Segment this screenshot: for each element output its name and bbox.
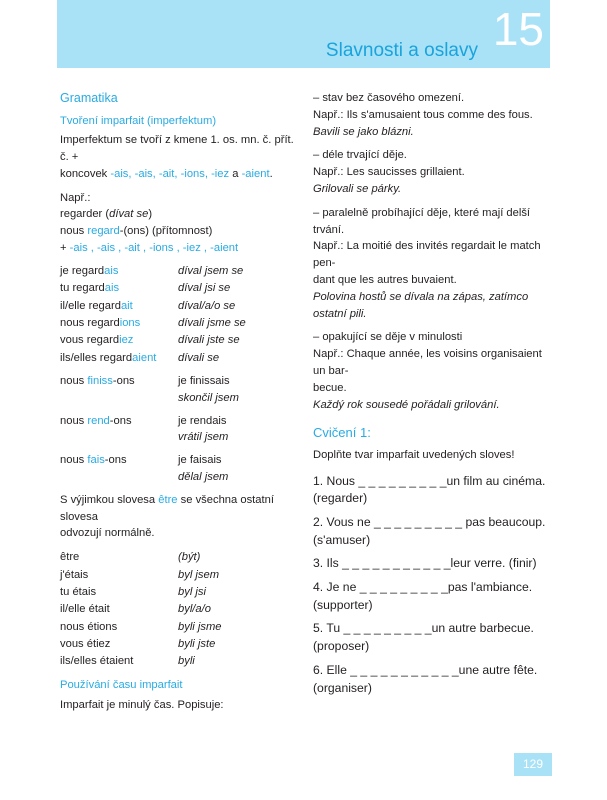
- exception-text-a: S výjimkou slovesa: [60, 493, 159, 506]
- conj-ending: ais: [104, 264, 119, 277]
- chapter-title: Slavnosti a oslavy: [325, 40, 478, 61]
- irregular-cz: skončil jsem: [178, 391, 239, 404]
- etre-translation: byli: [178, 655, 195, 668]
- regarder-verb: regarder (: [60, 208, 110, 221]
- regarder-translation: dívat se: [109, 208, 149, 221]
- irregular-stem-part: fais: [87, 454, 105, 467]
- conj-stem: ils/elles regard: [60, 351, 133, 364]
- exception-text-d: odvozují normálně.: [60, 527, 155, 540]
- regarder-line: [60, 206, 304, 223]
- irregular-row: [60, 413, 304, 447]
- conj-ending: aient: [132, 351, 157, 364]
- conj-ending: ais: [104, 282, 120, 295]
- etre-form: tu étais: [60, 585, 97, 598]
- exercise-item: [313, 555, 553, 573]
- etre-form: vous étiez: [60, 638, 111, 650]
- irregular-stem: [60, 413, 178, 447]
- usage-rule: [313, 329, 553, 413]
- conj-stem: il/elle regard: [60, 299, 121, 312]
- conj-ending: ait: [120, 299, 133, 312]
- conj-stem: vous regard: [60, 334, 120, 347]
- exercise-verb: (s'amuser): [313, 532, 371, 547]
- conj-form: [60, 350, 178, 367]
- intro-line-2a: koncovek: [60, 167, 111, 180]
- conj-translation: dívali se: [178, 351, 220, 364]
- irregular-stem-part: rend: [87, 414, 110, 427]
- usage-rule: [313, 90, 553, 140]
- rule-line: becue.: [313, 381, 347, 394]
- irregular-fr: je finissais: [178, 375, 230, 388]
- right-column: [313, 90, 553, 703]
- exercise-sentence: 1. Nous _ _ _ _ _ _ _ _ _un film au cinéma.: [313, 473, 546, 488]
- conj-translation: díval jsi se: [178, 282, 231, 295]
- irregular-forms: [178, 373, 304, 407]
- irregular-stem: [60, 452, 178, 486]
- exercise-verb: (regarder): [313, 491, 368, 506]
- rule-line: – déle trvající děje.: [313, 149, 407, 162]
- subheading-usage: Používání času imparfait: [60, 678, 183, 691]
- conj-form: [60, 263, 178, 280]
- rule-example-translation: Bavili se jako blázni.: [313, 125, 414, 138]
- exercise-list: [313, 473, 553, 698]
- irregular-fr: je rendais: [178, 414, 227, 427]
- rule-example-translation: Polovina hostů se dívala na zápas, zatímco ostatní pili.: [313, 290, 529, 320]
- rule-line: – opakující se děje v minulosti: [313, 331, 463, 344]
- irregular-fr: je faisais: [178, 454, 222, 467]
- irregular-cz: vrátil jsem: [178, 431, 229, 444]
- conj-form: [60, 298, 178, 315]
- etre-translation: byli jste: [178, 638, 216, 650]
- irregular-row: [60, 373, 304, 407]
- conj-translation: díval/a/o se: [178, 299, 236, 312]
- etre-conjugation-table: [60, 549, 304, 671]
- rule-line: Např.: Les saucisses grillaient.: [313, 166, 465, 179]
- etre-form: il/elle était: [60, 603, 110, 616]
- nous-stem-line: [60, 223, 304, 240]
- irregular-forms: [178, 413, 304, 447]
- irregular-row: [60, 452, 304, 486]
- nous-pronoun: nous: [60, 225, 88, 238]
- exercise-verb: (organiser): [313, 680, 372, 695]
- intro-line-1: Imperfektum se tvoří z kmene 1. os. mn. č. přít. č. +: [60, 134, 294, 164]
- intro-and: a: [229, 167, 242, 180]
- etre-form: être: [60, 551, 80, 564]
- intro-dot: .: [269, 167, 273, 180]
- chapter-number: 15: [492, 3, 544, 55]
- irregular-pre: nous: [60, 414, 88, 427]
- exercise-item: [313, 514, 553, 549]
- section-heading-gramatika: Gramatika: [60, 91, 118, 105]
- exercise-item: [313, 579, 553, 614]
- exercise-sentence: 3. Ils _ _ _ _ _ _ _ _ _ _ _leur verre. (finir): [313, 556, 537, 571]
- exception-etre: être: [158, 493, 178, 506]
- etre-translation: (být): [178, 551, 201, 564]
- irregular-post: -ons: [109, 414, 132, 427]
- rule-line: Např.: Ils s'amusaient tous comme des fous.: [313, 108, 533, 121]
- usage-rules: [313, 90, 553, 413]
- etre-translation: byl/a/o: [178, 603, 211, 616]
- regarder-conjugation-table: [60, 263, 304, 367]
- nous-stem: regard: [87, 225, 120, 238]
- subheading-formation: Tvoření imparfait (imperfektum): [60, 114, 217, 127]
- usage-rule: [313, 147, 553, 197]
- irregular-post: -ons: [104, 454, 127, 467]
- irregular-stems: [60, 373, 304, 486]
- example-block: [60, 190, 304, 257]
- etre-translation: byli jsme: [178, 620, 222, 633]
- etre-form: nous étions: [60, 620, 118, 633]
- rule-line: Např.: La moitié des invités regardait le match pen-: [313, 240, 541, 270]
- irregular-stem: [60, 373, 178, 407]
- intro-endings: -ais, -ais, -ait, -ions, -iez: [110, 167, 230, 180]
- exception-text-c: se všechna ostatní slovesa: [60, 493, 274, 523]
- rule-line: – stav bez časového omezení.: [313, 92, 465, 104]
- irregular-stem-part: finiss: [87, 375, 113, 388]
- rule-example-translation: Každý rok sousedé pořádali grilování.: [313, 398, 500, 411]
- exercise-sentence: 2. Vous ne _ _ _ _ _ _ _ _ _ pas beaucoup.: [313, 515, 546, 530]
- irregular-pre: nous: [60, 454, 88, 467]
- usage-rule: [313, 205, 553, 323]
- exercise-item: [313, 662, 553, 697]
- rule-line: dant que les autres buvaient.: [313, 273, 457, 286]
- exercise-title: Cvičení 1:: [313, 425, 371, 441]
- etre-translation: byl jsem: [178, 568, 220, 581]
- etre-form: j'étais: [60, 568, 89, 581]
- conj-translation: dívali jste se: [178, 334, 240, 347]
- conj-form: [60, 332, 178, 349]
- page-number: 129: [514, 753, 552, 776]
- rule-line: Např.: Chaque année, les voisins organisaient un bar-: [313, 348, 542, 377]
- irregular-pre: nous: [60, 375, 88, 388]
- conj-ending: iez: [119, 334, 134, 347]
- irregular-forms: [178, 452, 304, 486]
- conj-form: [60, 315, 178, 332]
- exercise-instruction: Doplňte tvar imparfait uvedených sloves!: [313, 448, 515, 461]
- conj-translation: díval jsem se: [178, 264, 244, 277]
- endings-plus: +: [60, 242, 70, 255]
- exercise-verb: (supporter): [313, 597, 373, 612]
- rule-example-translation: Grilovali se párky.: [313, 182, 402, 195]
- chapter-header: [57, 0, 550, 68]
- exercise-sentence: 4. Je ne _ _ _ _ _ _ _ _ _pas l'ambiance.: [313, 580, 533, 595]
- regarder-close: ): [148, 208, 153, 221]
- exercise-verb: (proposer): [313, 639, 370, 654]
- exercise-item: [313, 473, 553, 508]
- irregular-cz: dělal jsem: [178, 471, 229, 484]
- exception-note: [60, 492, 304, 542]
- conj-stem: nous regard: [60, 316, 120, 329]
- intro-last-ending: -aient: [241, 167, 270, 180]
- conj-form: [60, 280, 178, 297]
- exercise-sentence: 6. Elle _ _ _ _ _ _ _ _ _ _ _une autre fête.: [313, 662, 538, 677]
- exercise-sentence: 5. Tu _ _ _ _ _ _ _ _ _un autre barbecue.: [313, 621, 534, 636]
- formation-intro: [60, 132, 304, 182]
- etre-translation: byl jsi: [178, 585, 206, 598]
- exercise-item: [313, 620, 553, 655]
- conj-stem: tu regard: [60, 282, 105, 295]
- rule-line: – paralelně probíhající děje, které mají delší trvání.: [313, 206, 531, 236]
- usage-text: Imparfait je minulý čas. Popisuje:: [60, 698, 224, 711]
- irregular-post: -ons: [112, 375, 135, 388]
- etre-form: ils/elles étaient: [60, 655, 134, 668]
- left-column: [60, 90, 304, 713]
- endings-line: [60, 240, 304, 257]
- endings-list: -ais , -ais , -ait , -ions , -iez , -aient: [69, 242, 239, 255]
- conj-stem: je regard: [60, 264, 105, 277]
- nous-rest: -(ons) (přítomnost): [119, 225, 213, 238]
- conj-translation: dívali jsme se: [178, 316, 246, 329]
- napr-label: Např.:: [60, 191, 91, 204]
- conj-ending: ions: [119, 316, 141, 329]
